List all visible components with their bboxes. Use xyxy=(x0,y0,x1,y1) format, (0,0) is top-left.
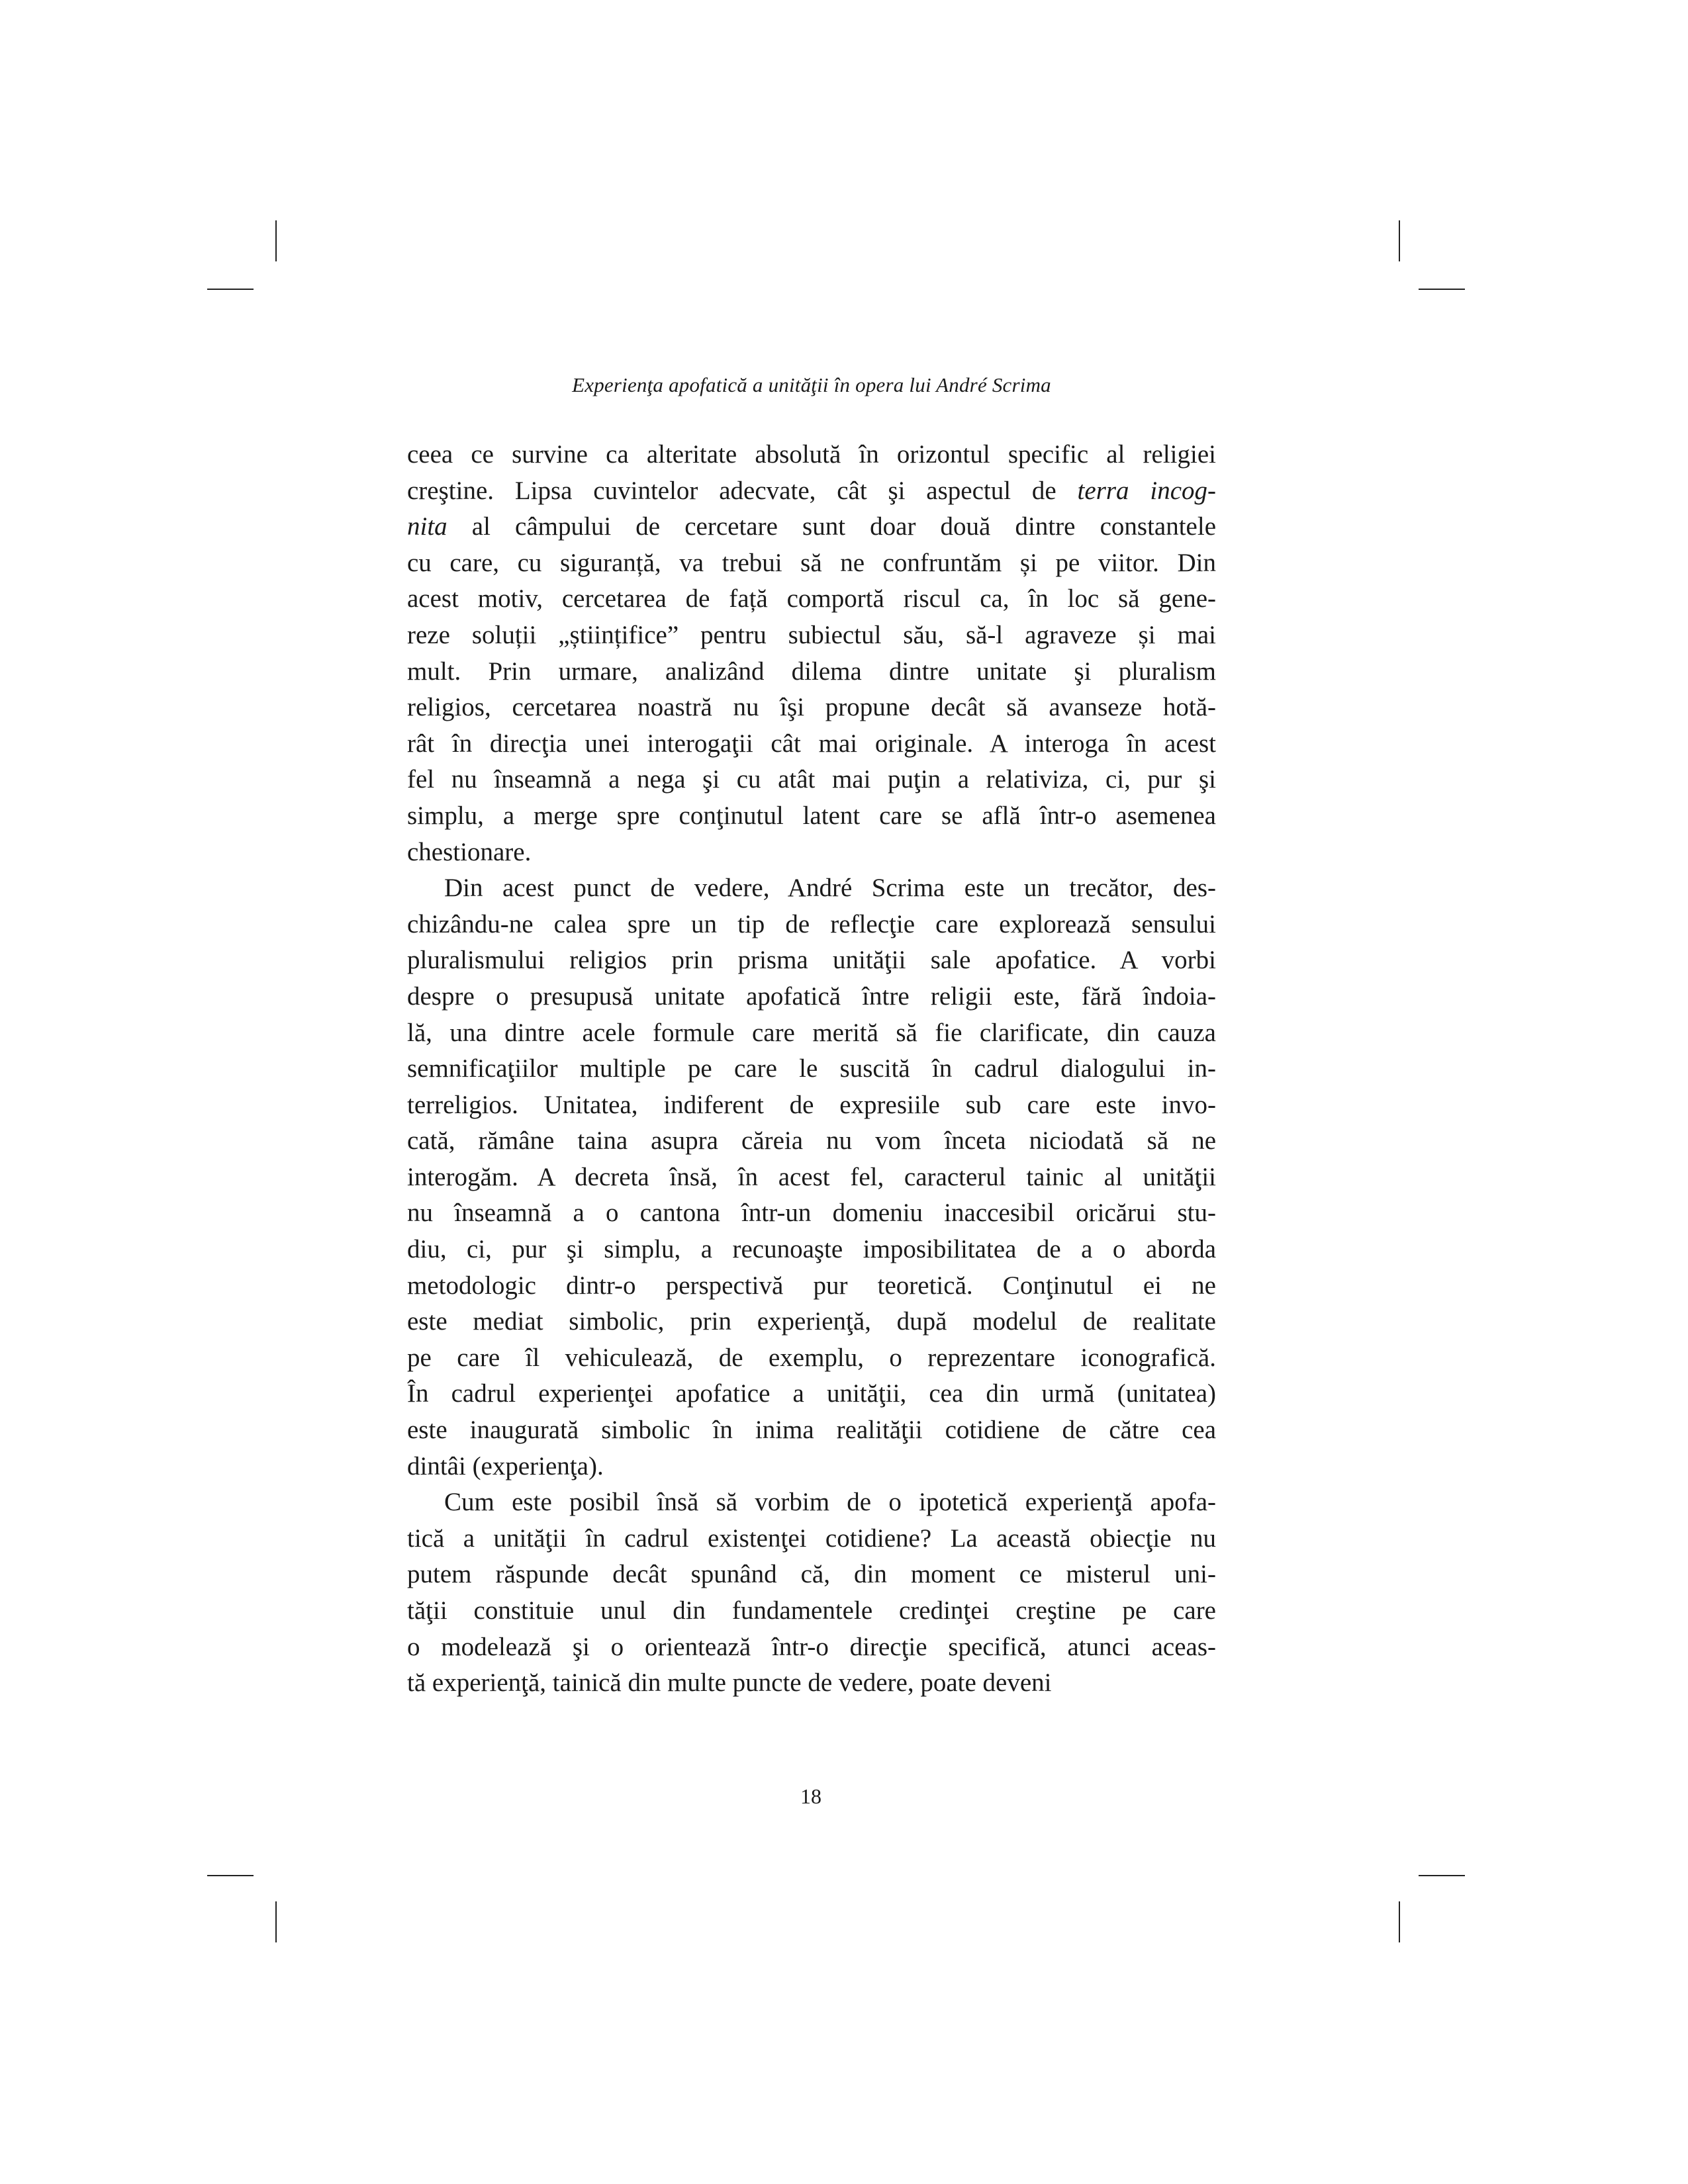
text-segment: acest motiv, cercetarea de față comportă riscul ca, în loc să gene- xyxy=(407,584,1216,614)
italic-text-segment: nita xyxy=(407,512,447,541)
text-segment: În cadrul experienţei apofatice a unităţii, cea din urmă (unitatea) xyxy=(407,1379,1216,1408)
text-line xyxy=(407,1195,1216,1232)
crop-mark-top-left-vertical xyxy=(275,220,277,261)
text-line xyxy=(407,654,1216,690)
text-line xyxy=(407,1015,1216,1052)
italic-text-segment: terra incog- xyxy=(1077,476,1217,505)
text-line xyxy=(407,690,1216,726)
text-line xyxy=(407,1087,1216,1124)
text-segment: chizându-ne calea spre un tip de reflecţie care explorează sensului xyxy=(407,909,1216,938)
text-line xyxy=(407,1051,1216,1087)
paragraph xyxy=(407,870,1216,1484)
text-segment: semnificaţiilor multiple pe care le suscită în cadrul dialogului in- xyxy=(407,1054,1216,1083)
body-text xyxy=(407,437,1216,1702)
text-segment: tă experienţă, tainică din multe puncte de vedere, poate deveni xyxy=(407,1668,1052,1698)
text-segment: ceea ce survine ca alteritate absolută în orizontul specific al religiei xyxy=(407,440,1216,469)
text-segment: despre o presupusă unitate apofatică între religii este, fără îndoia- xyxy=(407,981,1216,1011)
text-line xyxy=(407,1593,1216,1629)
text-line xyxy=(407,835,1216,871)
text-line xyxy=(407,870,1216,907)
text-segment: simplu, a merge spre conţinutul latent care se află într-o asemenea xyxy=(407,801,1216,830)
crop-mark-top-right-horizontal xyxy=(1419,289,1465,290)
text-segment: al câmpului de cercetare sunt doar două dintre constantele xyxy=(447,512,1216,541)
text-line xyxy=(407,617,1216,654)
text-line xyxy=(407,1123,1216,1160)
text-segment: tăţii constituie unul din fundamentele credinţei creştine pe care xyxy=(407,1596,1216,1625)
text-line xyxy=(407,1304,1216,1340)
text-line xyxy=(407,1629,1216,1666)
text-segment: nu înseamnă a o cantona într-un domeniu inaccesibil oricărui stu- xyxy=(407,1199,1216,1228)
text-segment: terreligios. Unitatea, indiferent de expresiile sub care este invo- xyxy=(407,1090,1216,1119)
text-line xyxy=(407,509,1216,545)
text-line xyxy=(407,1449,1216,1485)
text-segment: interogăm. A decreta însă, în acest fel, caracterul tainic al unităţii xyxy=(407,1162,1216,1191)
text-segment: pe care îl vehiculează, de exemplu, o reprezentare iconografică. xyxy=(407,1343,1216,1372)
text-line xyxy=(407,1665,1216,1702)
text-line xyxy=(407,545,1216,582)
text-segment: este inaugurată simbolic în inima realităţii cotidiene de către cea xyxy=(407,1416,1216,1445)
text-segment: cu care, cu siguranță, va trebui să ne confruntăm și pe viitor. Din xyxy=(407,548,1216,577)
text-segment: rât în direcţia unei interogaţii cât mai originale. A interoga în acest xyxy=(407,729,1216,758)
text-segment: cată, rămâne taina asupra căreia nu vom înceta niciodată să ne xyxy=(407,1126,1216,1156)
text-line xyxy=(407,1376,1216,1412)
text-line xyxy=(407,1160,1216,1196)
text-segment: Din acest punct de vedere, André Scrima este un trecător, des- xyxy=(444,874,1216,903)
text-line xyxy=(407,1268,1216,1304)
text-line xyxy=(407,1557,1216,1593)
text-line xyxy=(407,473,1216,510)
text-line xyxy=(407,1412,1216,1449)
crop-mark-bottom-left-vertical xyxy=(275,1901,277,1942)
crop-mark-bottom-right-vertical xyxy=(1399,1901,1400,1942)
text-segment: fel nu înseamnă a nega şi cu atât mai puţin a relativiza, ci, pur şi xyxy=(407,765,1216,794)
text-line xyxy=(407,437,1216,473)
text-segment: diu, ci, pur şi simplu, a recunoaşte imposibilitatea de a o aborda xyxy=(407,1235,1216,1264)
running-head: Experienţa apofatică a unităţii în opera lui André Scrima xyxy=(572,373,1051,396)
text-line xyxy=(407,942,1216,979)
text-segment: chestionare. xyxy=(407,837,532,866)
text-line xyxy=(407,1340,1216,1377)
text-segment: reze soluții „științifice” pentru subiectul său, să-l agraveze și mai xyxy=(407,620,1216,649)
text-segment: dintâi (experienţa). xyxy=(407,1451,604,1480)
crop-mark-top-left-horizontal xyxy=(207,289,254,290)
text-segment: putem răspunde decât spunând că, din moment ce misterul uni- xyxy=(407,1560,1216,1589)
text-line xyxy=(407,581,1216,617)
text-segment: metodologic dintr-o perspectivă pur teoretică. Conţinutul ei ne xyxy=(407,1271,1216,1300)
text-line xyxy=(407,1484,1216,1521)
crop-mark-top-right-vertical xyxy=(1399,220,1400,261)
paragraph xyxy=(407,437,1216,870)
text-line xyxy=(407,979,1216,1015)
text-segment: creştine. Lipsa cuvintelor adecvate, cât şi aspectul de xyxy=(407,476,1078,505)
text-line xyxy=(407,798,1216,835)
text-line xyxy=(407,1232,1216,1268)
text-line xyxy=(407,762,1216,798)
text-line xyxy=(407,726,1216,762)
crop-mark-bottom-right-horizontal xyxy=(1419,1875,1465,1876)
page-number: 18 xyxy=(800,1784,821,1808)
crop-mark-bottom-left-horizontal xyxy=(207,1875,254,1876)
text-segment: religios, cercetarea noastră nu îşi propune decât să avanseze hotă- xyxy=(407,693,1216,722)
text-line xyxy=(407,1521,1216,1557)
text-segment: o modelează şi o orientează într-o direcţie specifică, atunci aceas- xyxy=(407,1632,1216,1661)
text-segment: este mediat simbolic, prin experienţă, după modelul de realitate xyxy=(407,1307,1216,1336)
text-segment: tică a unităţii în cadrul existenţei cotidiene? La această obiecţie nu xyxy=(407,1524,1216,1553)
text-line xyxy=(407,907,1216,943)
paragraph xyxy=(407,1484,1216,1702)
text-segment: lă, una dintre acele formule care merită să fie clarificate, din cauza xyxy=(407,1018,1216,1047)
text-segment: mult. Prin urmare, analizând dilema dintre unitate şi pluralism xyxy=(407,657,1216,686)
text-segment: pluralismului religios prin prisma unităţii sale apofatice. A vorbi xyxy=(407,946,1216,975)
text-segment: Cum este posibil însă să vorbim de o ipotetică experienţă apofa- xyxy=(444,1488,1216,1517)
